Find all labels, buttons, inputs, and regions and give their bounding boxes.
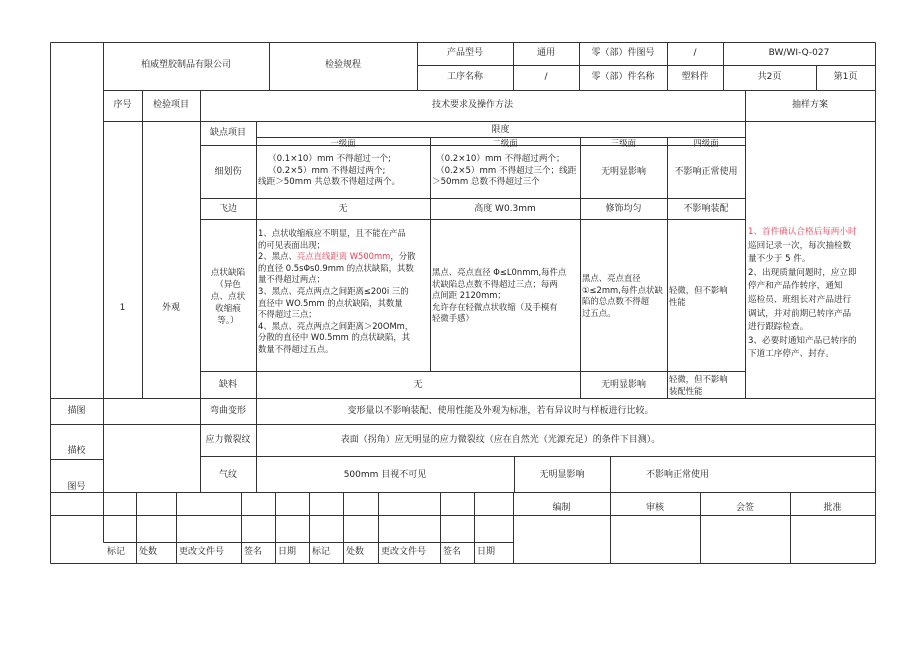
scratch-level-2 [432, 154, 576, 189]
spot-level-2 [432, 267, 566, 325]
spot-level-3 [582, 273, 663, 319]
rev-mark-2: 标记 [312, 547, 331, 557]
text-line: 点、点状 [210, 292, 246, 302]
rev-doc-2: 更改文件号 [381, 547, 427, 557]
missing-level-4 [669, 374, 728, 397]
text-line: 的可见表面出现； [258, 239, 325, 250]
scratch-level-3: 无明显影响 [600, 167, 646, 177]
part-no-label: 零（部）件图号 [591, 48, 655, 58]
text-line: 过五点。 [582, 307, 616, 318]
text-line: 巡回记录一次，每次抽检数 [748, 240, 852, 251]
defect-item-label: 缺点项目 [209, 128, 246, 138]
text-line: （异色 [215, 280, 241, 290]
text-line: 不得超过三点； [258, 309, 317, 320]
document-code: BW/WI-Q-027 [768, 48, 830, 58]
text-line: 线距＞50mm 共总数不得超过两个。 [258, 177, 401, 188]
rev-sign-2: 签名 [443, 547, 462, 557]
text-line: 直径中 WO.5mm 的点状缺陷，其数量 [258, 297, 403, 308]
drawing-no-label: 图号 [67, 482, 86, 492]
level-4-header: 四级面 [693, 138, 719, 148]
text-line: 下道工序停产、封存。 [748, 349, 834, 360]
level-1-header: 一级面 [330, 138, 356, 148]
rev-doc-1: 更改文件号 [179, 547, 225, 557]
text-line: 等。） [217, 316, 239, 326]
text-line: 分散的直径中 W0.5mm 的点状缺陷，其 [258, 332, 411, 343]
text-line: （0.2×5）mm 不得超过三个；线距 [436, 165, 577, 176]
company-name: 柏威塑胶制品有限公司 [140, 60, 231, 70]
text-line: 陷的总点数不得超 [582, 296, 649, 307]
text-line: 数量不得超过五点。 [258, 343, 334, 354]
rev-mark-1: 标记 [107, 547, 126, 557]
countersign-label: 会签 [735, 503, 754, 513]
flash-level-2: 高度 W0.3mm [474, 204, 536, 214]
rev-sign-1: 签名 [244, 547, 263, 557]
text-line: 3、必要时通知产品已转序的 [748, 335, 857, 346]
part-name-label: 零（部）件名称 [591, 72, 655, 82]
scratch-level-4: 不影响正常使用 [674, 167, 738, 177]
col-sampling: 抽样方案 [791, 100, 828, 110]
document-title: 检验规程 [324, 60, 361, 70]
bend-text: 变形量以不影响装配、使用性能及外观为标准，若有异议时与样板进行比较。 [347, 406, 654, 416]
text-line: 轻微手感） [432, 313, 474, 324]
flash-label: 飞边 [218, 204, 237, 214]
text-line: ＞50mm 总数不得超过三个 [432, 177, 540, 188]
text-run: 2、黑点、 [258, 251, 297, 262]
product-model-value: 通用 [536, 48, 555, 58]
scratch-level-1 [258, 154, 400, 189]
text-line: 点间距 2120mm； [432, 290, 506, 301]
process-name-label: 工序名称 [446, 72, 483, 82]
text-line: 轻微，但不影响 [669, 374, 728, 384]
text-line: 收缩痕 [215, 304, 241, 314]
text-line: 性能 [669, 296, 686, 307]
total-pages: 共2页 [757, 72, 782, 82]
text-line: 量不少于 5 件。 [748, 254, 811, 265]
page-number: 第1页 [833, 72, 858, 82]
stress-label: 应力微裂纹 [205, 435, 251, 445]
text-line: （0.2×10）mm 不得超过两个； [436, 154, 565, 164]
text-line: 允许存在轻微点状收缩（及手模有 [432, 301, 558, 312]
check-label: 描校 [67, 446, 86, 456]
bend-label: 弯曲变形 [209, 406, 246, 416]
text-line: 1、首件确认合格后每两小时 [748, 227, 857, 237]
level-2-header: 二级面 [492, 138, 518, 148]
text-run: ，分散 [390, 251, 416, 262]
part-no-value: / [693, 48, 697, 58]
text-line: 进行跟踪检查。 [748, 322, 809, 333]
spot-level-1 [258, 228, 415, 356]
scratch-label: 细划伤 [214, 167, 242, 177]
col-seq: 序号 [113, 100, 132, 110]
prepare-label: 编制 [552, 503, 571, 513]
text-line: 2、出现质量问题时，应立即 [748, 267, 857, 278]
rev-count-2: 处数 [346, 547, 365, 557]
flash-level-3: 修饰均匀 [605, 204, 642, 214]
text-line: 4、黑点、亮点两点之间距离＞20OMm， [258, 320, 414, 331]
text-line: 轻微，但不影响 [669, 285, 728, 295]
spot-defect-label [200, 267, 256, 327]
flash-level-1: 无 [338, 204, 348, 214]
gas-level-1-2: 500mm 目视不可见 [343, 470, 427, 480]
col-requirements: 技术要求及操作方法 [431, 100, 513, 110]
trace-label: 描图 [67, 406, 86, 416]
text-line: （0.2×5）mm 不得超过两个; [268, 165, 386, 176]
text-line: 的直径 0.5sΦs0.9mm 的点状缺陷，其数 [258, 262, 414, 273]
col-item: 检验项目 [152, 100, 189, 110]
missing-level-3: 无明显影响 [600, 380, 646, 390]
level-3-header: 三级面 [610, 138, 637, 148]
text-line: ①≤2mm,每件点状缺 [582, 284, 663, 295]
stress-text: 表面（拐角）应无明显的应力微裂纹（应在自然光（光源充足）的条件下目测）。 [340, 435, 661, 445]
spot-level-4 [669, 285, 728, 308]
gas-level-3: 无明显影响 [539, 470, 585, 480]
limit-label: 限度 [491, 125, 510, 135]
flash-level-4: 不影响装配 [683, 204, 729, 214]
approve-label: 批准 [823, 503, 842, 513]
rev-count-1: 处数 [139, 547, 158, 557]
missing-level-1-2: 无 [413, 380, 423, 390]
sampling-plan [748, 226, 857, 362]
rev-date-1: 日期 [278, 547, 297, 557]
text-line: （0.1×10）mm 不得超过一个; [268, 154, 391, 164]
highlighted-text: 亮点直线距离 W500mm [296, 251, 391, 262]
rev-date-2: 日期 [477, 547, 496, 557]
text-line: 停产和产品作转序，通知 [748, 281, 843, 292]
text-line: 巡检员、班组长对产品进行 [748, 294, 852, 305]
row-seq: 1 [119, 303, 126, 313]
text-line [258, 251, 415, 263]
text-line: 状缺陷总点数不得超过三点；每两 [432, 278, 558, 289]
text-line: 点状缺陷 [210, 268, 246, 278]
text-line: 装配性能 [669, 385, 703, 396]
product-model-label: 产品型号 [446, 48, 483, 58]
text-line: 1、点状收缩痕应不明显，且不能在产品 [258, 228, 406, 238]
text-line: 黑点、亮点直径 Φ≤L0nmm,每件点 [432, 267, 567, 277]
text-line: 黑点、亮点直径 [582, 273, 641, 283]
row-item: 外观 [161, 303, 180, 313]
review-label: 审核 [645, 503, 664, 513]
process-name-value: / [544, 72, 548, 82]
gas-level-4: 不影响正常使用 [645, 470, 709, 480]
text-line: 量不得超过两点； [258, 274, 325, 285]
text-line: 调试，并对前期已转序产品 [748, 308, 852, 319]
text-line: 3、黑点、亮点两点之间距离≤200i 三的 [258, 285, 409, 296]
part-name-value: 塑料件 [681, 72, 709, 82]
missing-label: 缺料 [218, 380, 237, 390]
gas-label: 气纹 [218, 470, 237, 480]
